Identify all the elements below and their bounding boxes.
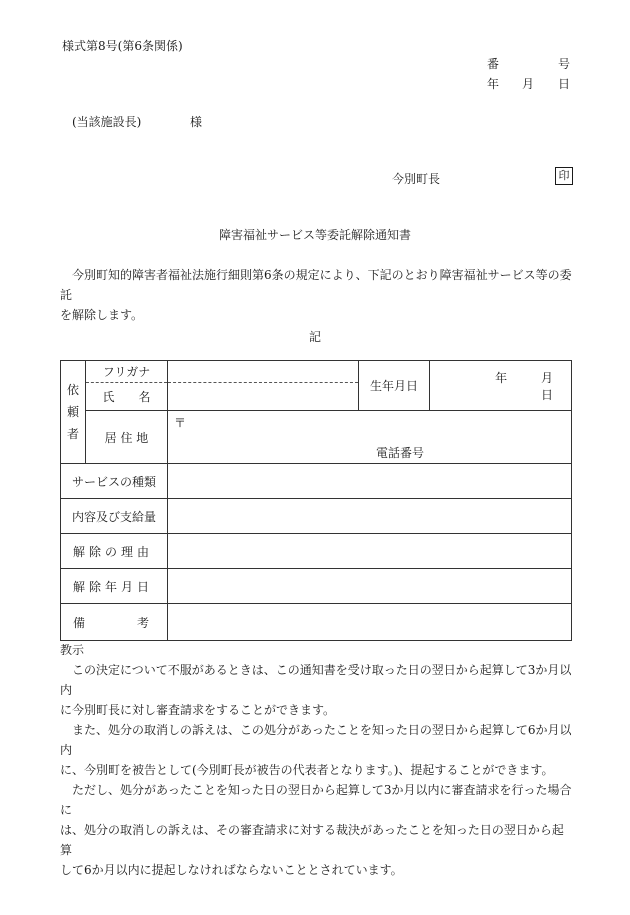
name-field[interactable]: [168, 383, 359, 411]
remarks-label: 備考: [61, 604, 168, 641]
release-date-field[interactable]: [168, 569, 572, 604]
birthdate-label: 生年月日: [359, 361, 430, 411]
document-number-suffix: 号: [558, 57, 571, 71]
phone-label: 電話番号: [376, 446, 425, 460]
reason-label: 解除の理由: [61, 534, 168, 569]
name-label: 氏 名: [86, 383, 168, 411]
requester-char-3: 者: [66, 427, 79, 441]
form-number-label: 様式第8号(第6条関係): [62, 39, 183, 53]
document-title: 障害福祉サービス等委託解除通知書: [218, 228, 411, 242]
intro-line-1: 今別町知的障害者福祉法施行細則第6条の規定により、下記のとおり障害福祉サービス等の委託: [60, 268, 572, 302]
date-year-label: 年: [487, 77, 500, 91]
notice-p3-line2: は、処分の取消しの訴えは、その審査請求に対する裁決があったことを知った日の翌日から起算: [60, 823, 564, 857]
date-month-label: 月: [522, 77, 535, 91]
postal-mark: 〒: [174, 416, 187, 430]
reason-field[interactable]: [168, 534, 572, 569]
requester-char-1: 依: [66, 383, 79, 397]
requester-label: [61, 361, 86, 464]
content-amount-label: 内容及び支給量: [61, 499, 168, 534]
intro-paragraph: [60, 265, 575, 325]
address-field[interactable]: [168, 411, 572, 464]
notice-p1-line2: に今別町長に対し審査請求をすることができます。: [60, 703, 336, 717]
release-date-label: 解除年月日: [61, 569, 168, 604]
seal-mark: 印: [555, 167, 573, 185]
remarks-field[interactable]: [168, 604, 572, 641]
service-type-field[interactable]: [168, 464, 572, 499]
addressee-name: (当該施設長): [72, 115, 142, 129]
details-table: [60, 360, 572, 641]
notice-p2-line1: また、処分の取消しの訴えは、この処分があったことを知った日の翌日から起算して6か月以内: [60, 723, 572, 757]
birth-day-label: 日: [540, 387, 553, 402]
ki-heading: 記: [308, 330, 321, 344]
birth-month-label: 月: [540, 370, 553, 385]
notice-p3-line3: して6か月以内に提起しなければならないこととされています。: [60, 863, 403, 877]
notice-p1-line1: この決定について不服があるときは、この通知書を受け取った日の翌日から起算して3か月以内: [60, 663, 572, 697]
sender-title: 今別町長: [392, 172, 441, 186]
notice-p2-line2: に、今別町を被告として(今別町長が被告の代表者となります。)、提起することができます。: [60, 763, 554, 777]
content-amount-field[interactable]: [168, 499, 572, 534]
addressee-honorific: 様: [190, 115, 203, 129]
intro-line-2: を解除します。: [60, 308, 144, 322]
furigana-label: フリガナ: [86, 361, 168, 383]
document-number-label: 番: [487, 57, 500, 71]
birthdate-field[interactable]: [430, 361, 572, 411]
address-label: 居 住 地: [86, 411, 168, 464]
requester-char-2: 頼: [66, 405, 79, 419]
notice-section: [60, 640, 575, 880]
notice-p3-line1: ただし、処分があったことを知った日の翌日から起算して3か月以内に審査請求を行った場合に: [60, 783, 572, 817]
notice-heading: 教示: [60, 643, 85, 657]
furigana-field[interactable]: [168, 361, 359, 383]
service-type-label: サービスの種類: [61, 464, 168, 499]
birth-year-label: 年: [495, 370, 508, 385]
date-day-label: 日: [558, 77, 571, 91]
